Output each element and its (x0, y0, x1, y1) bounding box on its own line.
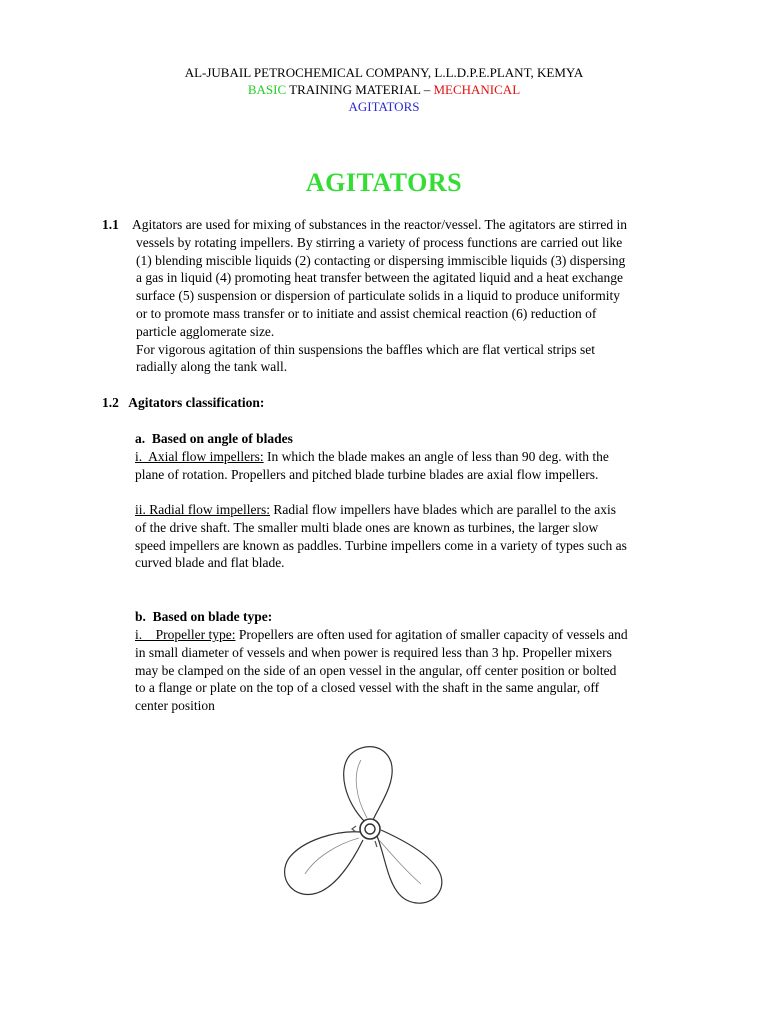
radial-flow-line: speed impellers are known as paddles. Turbine impellers come in a variety of types such as (135, 537, 627, 553)
section-1-1-line: or to promote mass transfer or to initiate and assist chemical reaction (6) reduction of (136, 305, 597, 321)
section-1-1-body (132, 216, 702, 376)
section-1-1-line: particle agglomerate size. (136, 323, 275, 339)
propeller-illustration (275, 740, 465, 910)
radial-flow-label: ii. Radial flow impellers: (135, 502, 270, 517)
radial-flow-line: curved blade and flat blade. (135, 555, 285, 571)
header-training-material: TRAINING MATERIAL – (286, 82, 434, 97)
header-training-line (0, 81, 768, 98)
propeller-type-label: i. Propeller type: (135, 627, 236, 642)
header-basic: BASIC (247, 82, 287, 97)
section-1-1 (102, 216, 702, 376)
section-1-1-line: vessels by rotating impellers. By stirring a variety of process functions are carried out like (136, 234, 623, 250)
section-1-1-line: For vigorous agitation of thin suspensions the baffles which are flat vertical strips set (136, 341, 596, 357)
subsection-a-heading: a. Based on angle of blades (135, 431, 293, 446)
axial-flow-line (135, 448, 695, 466)
propeller-type-line (135, 626, 695, 644)
section-1-1-line: (1) blending miscible liquids (2) contacting or dispersing immiscible liquids (3) dispersing (136, 252, 626, 268)
subsection-b-heading: b. Based on blade type: (135, 609, 273, 624)
propeller-type-line: to a flange or plate on the top of a closed vessel with the shaft in the same angular, off (135, 680, 600, 696)
axial-flow-label: i. Axial flow impellers: (135, 449, 264, 464)
propeller-icon (285, 747, 442, 904)
radial-flow-paragraph (135, 501, 695, 572)
propeller-type-line: center position (135, 698, 215, 714)
propeller-type-text: Propellers are often used for agitation of smaller capacity of vessels and (235, 627, 628, 642)
propeller-type-line: in small diameter of vessels and when power is required less than 3 hp. Propeller mixers (135, 644, 612, 660)
section-1-1-line: surface (5) suspension or dispersion of particulate solids in a liquid to produce uniformity (136, 288, 621, 304)
section-1-2-heading: 1.2 Agitators classification: (102, 395, 265, 410)
axial-flow-paragraph (135, 448, 695, 484)
header-topic-line: AGITATORS (348, 99, 420, 114)
section-1-1-line: Agitators are used for mixing of substances in the reactor/vessel. The agitators are stirred in (132, 217, 627, 232)
radial-flow-line (135, 501, 695, 519)
section-1-1-line: a gas in liquid (4) promoting heat transfer between the agitated liquid and a heat exchange (136, 270, 623, 286)
header-mechanical: MECHANICAL (433, 82, 521, 97)
radial-flow-text: Radial flow impellers have blades which are parallel to the axis (269, 502, 616, 517)
axial-flow-line: plane of rotation. Propellers and pitched blade turbine blades are axial flow impellers. (135, 466, 599, 482)
header-company-line: AL-JUBAIL PETROCHEMICAL COMPANY, L.L.D.P.E.PLANT, KEMYA (184, 65, 584, 80)
section-1-1-number: 1.1 (102, 217, 119, 232)
radial-flow-line: of the drive shaft. The smaller multi blade ones are known as turbines, the larger slow (135, 519, 599, 535)
propeller-type-paragraph (135, 626, 695, 715)
page-title: AGITATORS (305, 168, 463, 197)
axial-flow-text: In which the blade makes an angle of less than 90 deg. with the (263, 449, 609, 464)
section-1-1-line: radially along the tank wall. (136, 359, 288, 375)
propeller-type-line: may be clamped on the side of an open vessel in the angular, off center position or bolted (135, 662, 617, 678)
